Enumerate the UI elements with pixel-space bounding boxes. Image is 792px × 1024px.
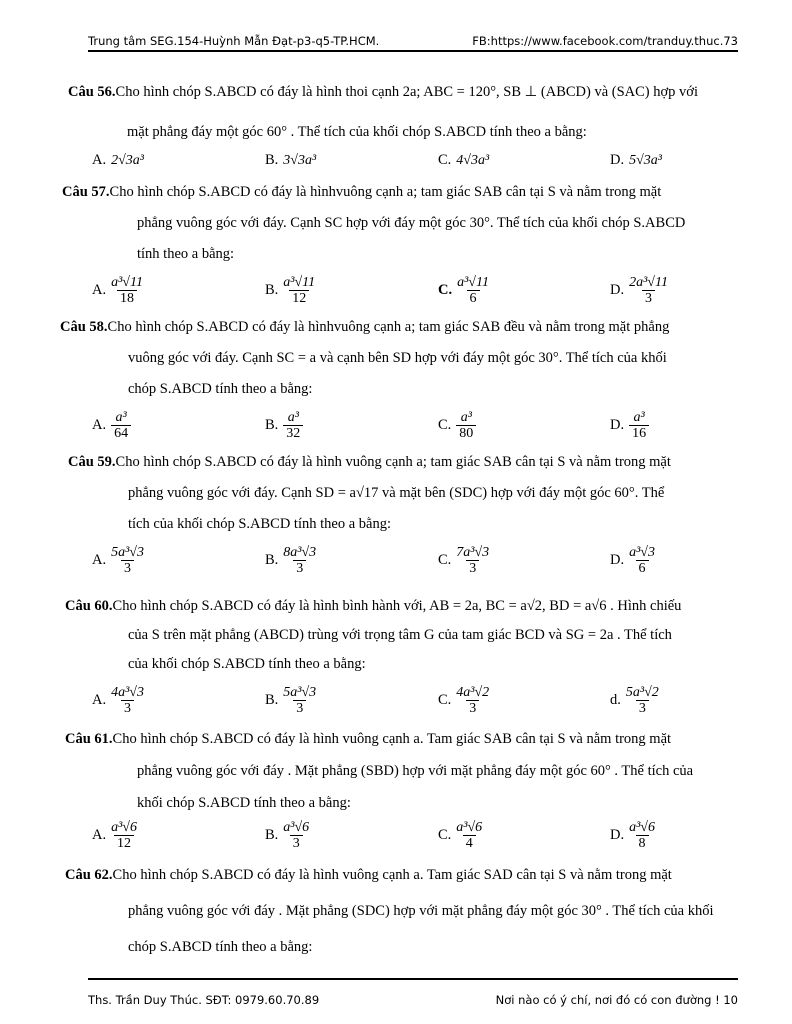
option-numerator: 5√3a³ bbox=[629, 153, 662, 168]
option-letter: C. bbox=[438, 552, 452, 568]
option-letter: D. bbox=[610, 827, 625, 843]
answer-option[interactable] bbox=[265, 545, 316, 576]
option-denominator: 3 bbox=[466, 560, 479, 576]
option-numerator: a³√11 bbox=[283, 275, 316, 290]
option-letter: A. bbox=[92, 827, 107, 843]
answer-option[interactable] bbox=[438, 410, 476, 441]
option-letter: A. bbox=[92, 152, 107, 168]
option-value bbox=[456, 153, 489, 168]
option-numerator: 8a³√3 bbox=[283, 545, 317, 560]
answer-option[interactable] bbox=[438, 275, 489, 306]
option-letter: B. bbox=[265, 152, 279, 168]
option-numerator: 4√3a³ bbox=[456, 153, 490, 168]
question-text-continued: của khối chóp S.ABCD tính theo a bằng: bbox=[128, 656, 366, 672]
option-numerator: a³√11 bbox=[111, 275, 143, 290]
option-value bbox=[456, 685, 489, 716]
question-text: Câu 60.Cho hình chóp S.ABCD có đáy là hình bình hành với, AB = 2a, BC = a√2, BD = a√6 . Hình chiếu bbox=[65, 598, 682, 614]
footer-motto-page: Nơi nào có ý chí, nơi đó có con đường ! 10 bbox=[495, 993, 738, 1007]
question-text-continued: tính theo a bằng: bbox=[137, 246, 235, 262]
page-header bbox=[88, 34, 738, 52]
question-number: Câu 62. bbox=[65, 867, 113, 883]
page-footer bbox=[88, 993, 738, 1007]
option-letter: D. bbox=[610, 417, 625, 433]
option-value bbox=[283, 410, 303, 441]
option-letter: C. bbox=[438, 152, 452, 168]
option-value bbox=[626, 685, 659, 716]
option-numerator: a³ bbox=[115, 410, 127, 425]
option-value bbox=[283, 685, 316, 716]
question-number: Câu 59. bbox=[68, 454, 116, 470]
answer-option[interactable] bbox=[438, 820, 482, 851]
question-text-continued: phẳng vuông góc với đáy . Mặt phẳng (SBD) hợp với mặt phẳng đáy một góc 60° . Thể tích của bbox=[137, 763, 694, 779]
question-text-continued: vuông góc với đáy. Cạnh SC = a và cạnh bên SD hợp với đáy một góc 30°. Thể tích của khối bbox=[128, 350, 667, 366]
option-denominator: 12 bbox=[114, 835, 134, 851]
option-value bbox=[456, 410, 476, 441]
option-denominator: 3 bbox=[121, 700, 134, 716]
option-value bbox=[283, 275, 315, 306]
option-value bbox=[629, 410, 649, 441]
answer-option[interactable] bbox=[265, 152, 316, 169]
option-value bbox=[629, 153, 662, 168]
option-numerator: 5a³√3 bbox=[111, 545, 144, 560]
option-letter: A. bbox=[92, 552, 107, 568]
question-text: Câu 56.Cho hình chóp S.ABCD có đáy là hình thoi cạnh 2a; ABC = 120°, SB ⊥ (ABCD) và (SAC) hợp với bbox=[68, 84, 699, 100]
option-denominator: 3 bbox=[466, 700, 479, 716]
option-letter: B. bbox=[265, 692, 279, 708]
option-denominator: 3 bbox=[293, 700, 306, 716]
option-numerator: a³√11 bbox=[457, 275, 489, 290]
option-letter: C. bbox=[438, 282, 453, 298]
option-denominator: 6 bbox=[467, 290, 480, 306]
option-numerator: 5a³√3 bbox=[283, 685, 317, 700]
question-text-continued: phẳng vuông góc với đáy. Cạnh SC hợp với đáy một góc 30°. Thể tích của khối chóp S.ABCD bbox=[137, 215, 686, 231]
option-numerator: a³ bbox=[287, 410, 299, 425]
question-text: Câu 58.Cho hình chóp S.ABCD có đáy là hìnhvuông cạnh a; tam giác SAB đều và nằm trong mặt phẳng bbox=[60, 319, 670, 335]
option-numerator: 4a³√3 bbox=[111, 685, 144, 700]
option-value bbox=[283, 545, 316, 576]
answer-option[interactable] bbox=[92, 685, 144, 716]
answer-option[interactable] bbox=[92, 410, 131, 441]
question-number: Câu 58. bbox=[60, 319, 108, 335]
option-denominator: 3 bbox=[290, 835, 303, 851]
option-letter: A. bbox=[92, 417, 107, 433]
option-numerator: a³√6 bbox=[629, 820, 655, 835]
question-number: Câu 57. bbox=[62, 184, 110, 200]
option-denominator: 3 bbox=[293, 560, 306, 576]
option-value bbox=[457, 275, 489, 306]
option-numerator: 2√3a³ bbox=[111, 153, 144, 168]
answer-option[interactable] bbox=[92, 820, 137, 851]
option-denominator: 80 bbox=[456, 425, 476, 441]
option-letter: d. bbox=[610, 692, 621, 708]
question-text-continued: phẳng vuông góc với đáy . Mặt phẳng (SDC) hợp với mặt phẳng đáy một góc 30° . Thể tích của khối bbox=[128, 903, 714, 919]
option-denominator: 18 bbox=[117, 290, 137, 306]
question-number: Câu 56. bbox=[68, 84, 116, 100]
answer-option[interactable] bbox=[610, 820, 655, 851]
option-value bbox=[283, 153, 316, 168]
option-denominator: 4 bbox=[463, 835, 476, 851]
option-numerator: a³ bbox=[460, 410, 472, 425]
option-numerator: a³√6 bbox=[283, 820, 310, 835]
answer-option[interactable] bbox=[438, 545, 489, 576]
option-value bbox=[629, 275, 668, 306]
option-letter: A. bbox=[92, 282, 107, 298]
option-numerator: 7a³√3 bbox=[456, 545, 490, 560]
option-letter: B. bbox=[265, 827, 279, 843]
option-denominator: 3 bbox=[642, 290, 655, 306]
answer-option[interactable] bbox=[92, 152, 144, 169]
answer-option[interactable] bbox=[265, 410, 303, 441]
option-value bbox=[456, 545, 489, 576]
answer-option[interactable] bbox=[265, 275, 315, 306]
option-letter: D. bbox=[610, 552, 625, 568]
answer-option[interactable] bbox=[438, 685, 489, 716]
footer-divider bbox=[88, 978, 738, 980]
answer-option[interactable] bbox=[438, 152, 489, 169]
option-value bbox=[111, 820, 137, 851]
option-denominator: 8 bbox=[636, 835, 649, 851]
answer-option[interactable] bbox=[610, 545, 655, 576]
option-value bbox=[629, 820, 655, 851]
answer-option[interactable] bbox=[92, 275, 143, 306]
option-letter: C. bbox=[438, 417, 452, 433]
question-text-continued: chóp S.ABCD tính theo a bằng: bbox=[128, 939, 313, 955]
question-text-continued: phẳng vuông góc với đáy. Cạnh SD = a√17 và mặt bên (SDC) hợp với đáy một góc 60°. Thể bbox=[128, 485, 665, 501]
question-text: Câu 59.Cho hình chóp S.ABCD có đáy là hình vuông cạnh a; tam giác SAB cân tại S và nằm trong mặt bbox=[68, 454, 671, 470]
header-center-name: Trung tâm SEG.154-Huỳnh Mẫn Đạt-p3-q5-TP.HCM. bbox=[88, 34, 380, 48]
option-letter: C. bbox=[438, 827, 452, 843]
option-numerator: a³√3 bbox=[629, 545, 655, 560]
option-value bbox=[111, 275, 143, 306]
option-denominator: 6 bbox=[636, 560, 649, 576]
answer-option[interactable] bbox=[610, 275, 668, 306]
option-letter: B. bbox=[265, 552, 279, 568]
answer-option[interactable] bbox=[610, 685, 659, 716]
option-denominator: 32 bbox=[283, 425, 303, 441]
option-value bbox=[111, 153, 144, 168]
question-text-continued: mặt phẳng đáy một góc 60° . Thể tích của khối chóp S.ABCD tính theo a bằng: bbox=[127, 124, 587, 140]
option-value bbox=[111, 545, 144, 576]
answer-option[interactable] bbox=[265, 820, 309, 851]
question-text: Câu 62.Cho hình chóp S.ABCD có đáy là hình vuông cạnh a. Tam giác SAD cân tại S và nằm trong mặt bbox=[65, 867, 672, 883]
question-text-continued: chóp S.ABCD tính theo a bằng: bbox=[128, 381, 313, 397]
header-facebook-link[interactable]: FB:https://www.facebook.com/tranduy.thuc.73 bbox=[472, 34, 738, 48]
question-number: Câu 60. bbox=[65, 598, 113, 614]
option-numerator: 3√3a³ bbox=[283, 153, 317, 168]
answer-option[interactable] bbox=[610, 410, 649, 441]
option-denominator: 64 bbox=[111, 425, 131, 441]
option-letter: B. bbox=[265, 282, 279, 298]
question-text: Câu 57.Cho hình chóp S.ABCD có đáy là hìnhvuông cạnh a; tam giác SAB cân tại S và nằm trong mặt bbox=[62, 184, 662, 200]
option-numerator: a³√6 bbox=[456, 820, 483, 835]
option-numerator: 5a³√2 bbox=[625, 685, 659, 700]
option-value bbox=[456, 820, 482, 851]
question-text: Câu 61.Cho hình chóp S.ABCD có đáy là hình vuông cạnh a. Tam giác SAB cân tại S và nằm trong mặt bbox=[65, 731, 672, 747]
option-numerator: a³ bbox=[633, 410, 645, 425]
option-denominator: 3 bbox=[121, 560, 134, 576]
option-denominator: 3 bbox=[636, 700, 649, 716]
option-numerator: 4a³√2 bbox=[456, 685, 490, 700]
question-text-continued: tích của khối chóp S.ABCD tính theo a bằng: bbox=[128, 516, 391, 532]
option-letter: D. bbox=[610, 282, 625, 298]
question-text-continued: của S trên mặt phẳng (ABCD) trùng với trọng tâm G của tam giác BCD và SG = 2a . Thể tích bbox=[128, 627, 672, 643]
option-value bbox=[629, 545, 655, 576]
option-value bbox=[111, 410, 131, 441]
question-number: Câu 61. bbox=[65, 731, 113, 747]
option-letter: B. bbox=[265, 417, 279, 433]
answer-option[interactable] bbox=[92, 545, 144, 576]
option-denominator: 16 bbox=[629, 425, 649, 441]
answer-option[interactable] bbox=[610, 152, 662, 169]
footer-author: Ths. Trần Duy Thúc. SĐT: 0979.60.70.89 bbox=[88, 993, 320, 1007]
option-numerator: a³√6 bbox=[111, 820, 137, 835]
answer-option[interactable] bbox=[265, 685, 316, 716]
question-text-continued: khối chóp S.ABCD tính theo a bằng: bbox=[137, 795, 351, 811]
option-letter: A. bbox=[92, 692, 107, 708]
option-letter: D. bbox=[610, 152, 625, 168]
option-denominator: 12 bbox=[289, 290, 309, 306]
option-numerator: 2a³√11 bbox=[629, 275, 668, 290]
option-value bbox=[283, 820, 309, 851]
option-letter: C. bbox=[438, 692, 452, 708]
option-value bbox=[111, 685, 144, 716]
